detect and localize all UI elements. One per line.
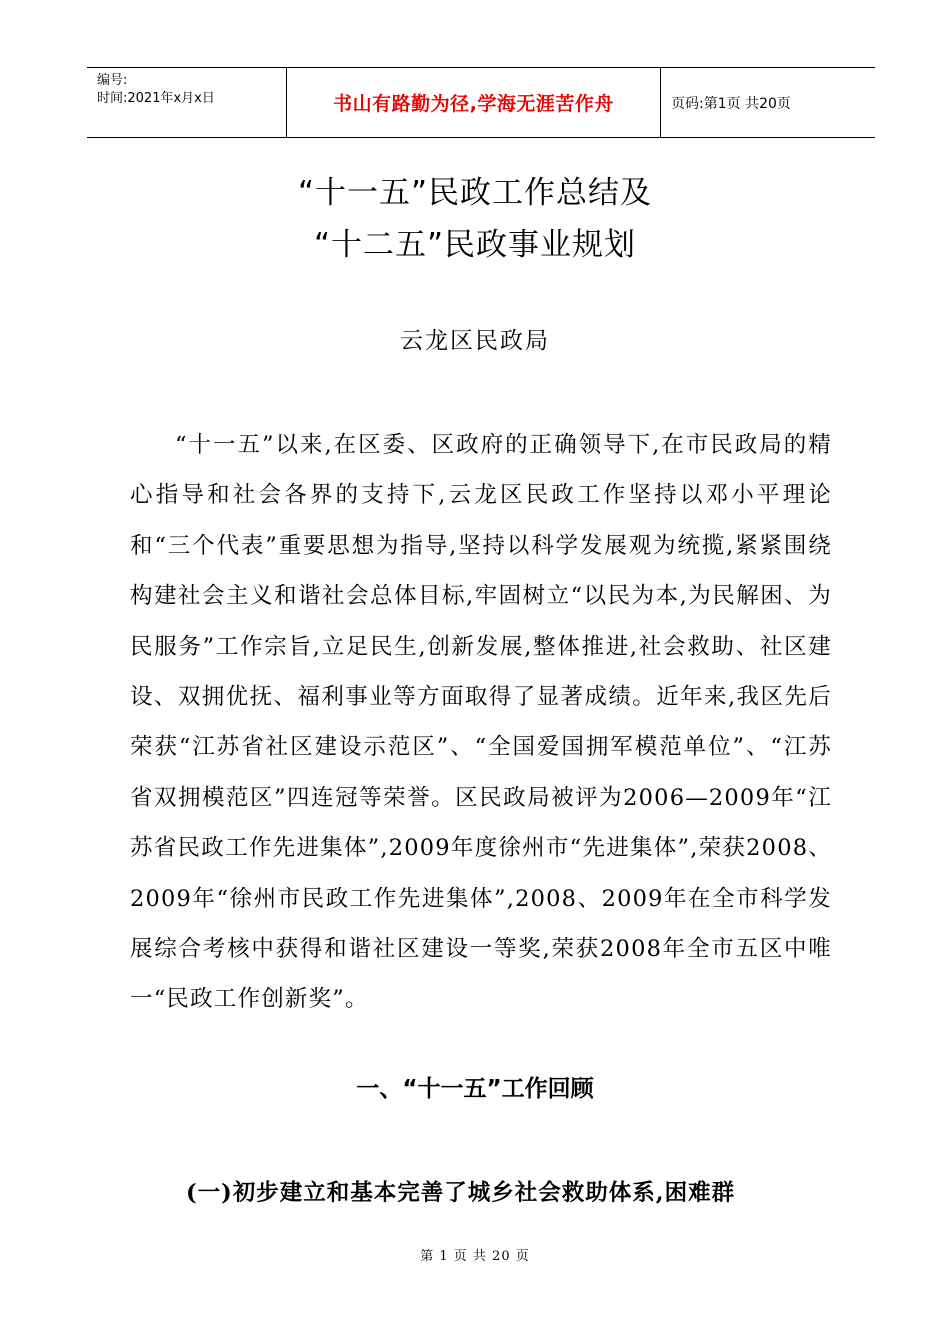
document-author: 云龙区民政局 [400, 328, 550, 354]
page-footer: 第 1 页 共 20 页 [420, 1249, 530, 1264]
header-motto: 书山有路勤为径,学海无涯苦作舟 [287, 68, 661, 137]
subsection-heading: (一)初步建立和基本完善了城乡社会救助体系,困难群 [186, 1180, 736, 1206]
time-label: 时间:2021年x月x日 [97, 91, 215, 106]
serial-label: 编号: [97, 73, 128, 88]
header-page-info: 页码:第1页 共20页 [671, 95, 791, 112]
intro-paragraph: “十一五”以来,在区委、区政府的正确领导下,在市民政局的精心指导和社会各界的支持下,云龙区民政工作坚持以邓小平理论和“三个代表”重要思想为指导,坚持以科学发展观为统揽,紧紧围绕构建社会主义和谐社会总体目标,牢固树立“以民为本,为民解困、为民服务”工作宗旨,立足民生,创新发展,整体推进,社会救助、社区建设、双拥优抚、福利事业等方面取得了显著成绩。近年来,我区先后荣获“江苏省社区建设示范区”、“全国爱国拥军模范单位”、“江苏省双拥模范区”四连冠等荣誉。区民政局被评为2006—2009年“江苏省民政工作先进集体”,2009年度徐州市“先进集体”,荣获2008、2009年“徐州市民政工作先进集体”,2008、2009年在全市科学发展综合考核中获得和谐社区建设一等奖,荣获2008年全市五区中唯一“民政工作创新奖”。 [130, 432, 832, 1013]
section-heading: 一、“十一五”工作回顾 [356, 1076, 594, 1102]
document-title-line-2: “十二五”民政事业规划 [313, 227, 637, 263]
document-header [87, 67, 875, 138]
header-meta-cell [87, 68, 287, 137]
document-title-line-1: “十一五”民政工作总结及 [297, 175, 653, 211]
